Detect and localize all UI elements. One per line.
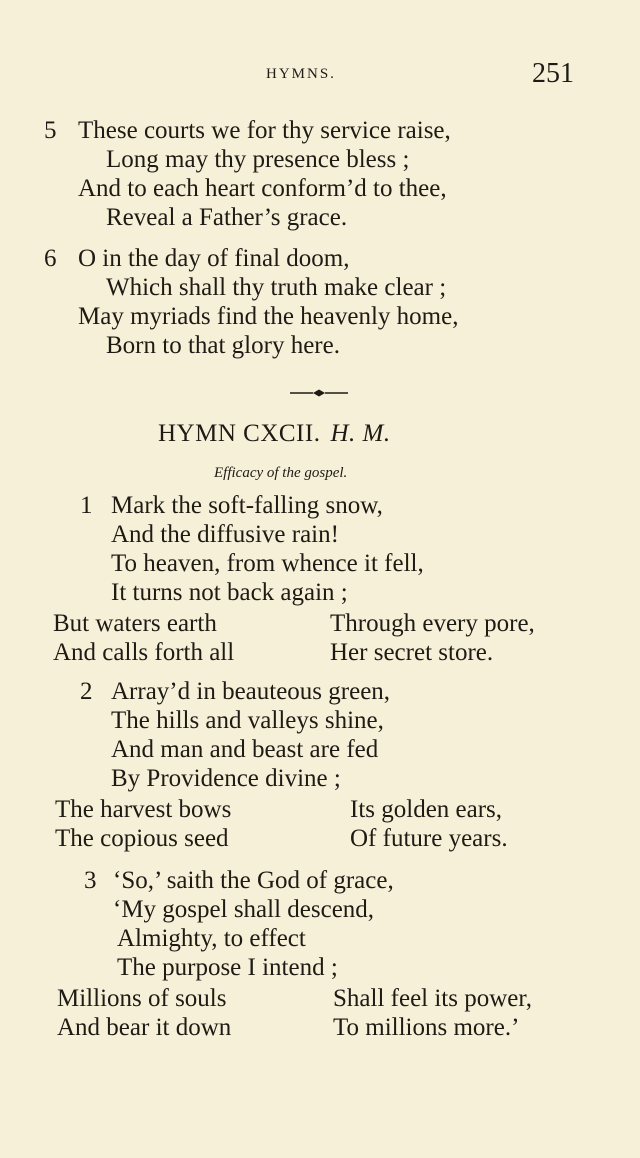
stanza-number: 5 (44, 117, 57, 144)
verse-line: And to each heart conform’d to thee, (78, 175, 447, 202)
verse-line: Which shall thy truth make clear ; (106, 274, 447, 301)
verse-line: These courts we for thy service raise, (78, 117, 451, 144)
couplet-left: And calls forth all (53, 639, 235, 666)
stanza-number: 2 (80, 678, 93, 705)
running-head: HYMNS. (266, 66, 336, 82)
verse-line: ‘So,’ saith the God of grace, (113, 867, 394, 894)
verse-line: And man and beast are fed (111, 736, 379, 763)
couplet-right: Of future years. (350, 825, 508, 852)
couplet-left: The copious seed (55, 825, 229, 852)
ornament-divider (290, 388, 348, 398)
verse-line: Array’d in beauteous green, (111, 678, 391, 705)
verse-line: And the diffusive rain! (111, 521, 339, 548)
couplet-left: Millions of souls (57, 985, 227, 1012)
verse-line: Born to that glory here. (106, 332, 340, 359)
stanza-number: 3 (84, 867, 97, 894)
couplet-left: But waters earth (53, 610, 217, 637)
stanza-number: 1 (80, 492, 93, 519)
hymn-subtitle: Efficacy of the gospel. (214, 465, 348, 481)
couplet-left: The harvest bows (55, 796, 232, 823)
verse-line: Long may thy presence bless ; (106, 146, 410, 173)
verse-line: It turns not back again ; (111, 579, 348, 606)
verse-line: ‘My gospel shall descend, (113, 896, 375, 923)
verse-line: The hills and valleys shine, (111, 707, 384, 734)
stanza-number: 6 (44, 245, 57, 272)
couplet-left: And bear it down (57, 1014, 232, 1041)
verse-line: Reveal a Father’s grace. (106, 204, 348, 231)
couplet-right: Shall feel its power, (333, 985, 532, 1012)
couplet-right: Through every pore, (330, 610, 535, 637)
couplet-right: Her secret store. (330, 639, 494, 666)
verse-line: To heaven, from whence it fell, (111, 550, 424, 577)
verse-line: By Providence divine ; (111, 765, 341, 792)
page-number: 251 (532, 58, 574, 89)
verse-line: The purpose I intend ; (117, 954, 338, 981)
couplet-right: Its golden ears, (350, 796, 503, 823)
verse-line: Almighty, to effect (117, 925, 306, 952)
hymn-number: HYMN CXCII. (158, 420, 321, 447)
verse-line: Mark the soft-falling snow, (111, 492, 383, 519)
couplet-right: To millions more.’ (333, 1014, 520, 1041)
verse-line: May myriads find the heavenly home, (78, 303, 459, 330)
verse-line: O in the day of final doom, (78, 245, 350, 272)
hymn-meter: H. M. (330, 420, 391, 447)
hymn-title (158, 420, 391, 448)
